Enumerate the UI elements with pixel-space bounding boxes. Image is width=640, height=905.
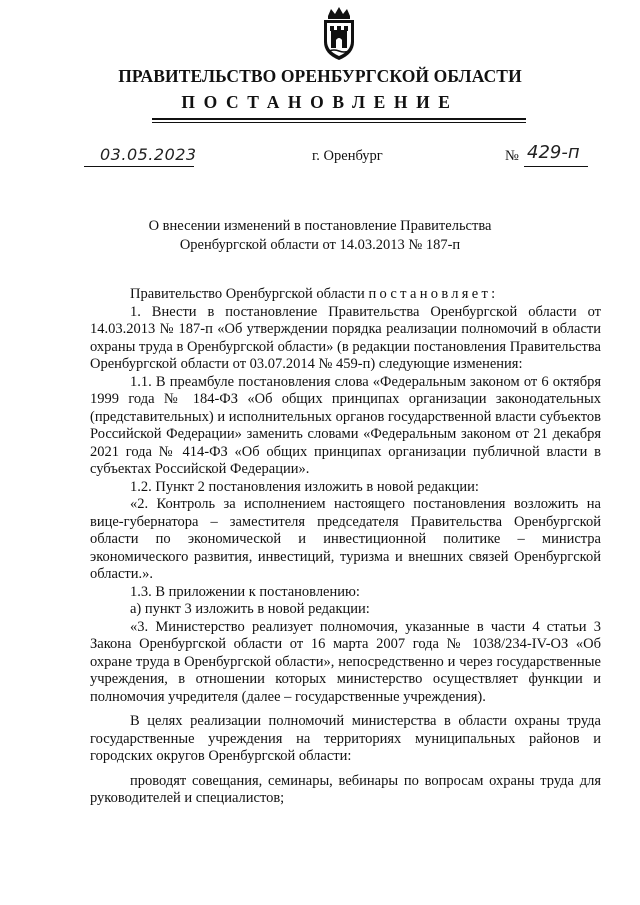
coat-of-arms-icon [318,6,360,62]
document-type-title: ПОСТАНОВЛЕНИЕ [181,92,459,112]
paragraph-1-3-a: а) пункт 3 изложить в новой редакции: [130,601,370,617]
paragraph-goals: В целях реализации полномочий министерства в области охраны труда государственные учреждения на территориях муниципальных районов и городских округов Оренбургской области: [90,713,601,764]
document-date: 03.05.2023 [100,145,197,164]
document-subject [0,217,640,254]
header-rule-thin [152,122,526,123]
paragraph-1-2: 1.2. Пункт 2 постановления изложить в новой редакции: [130,478,479,495]
paragraph-1-2-quote: «2. Контроль за исполнением настоящего постановления возложить на вице-губернатора – заместителя председателя Правительства Оренбургской области по экономической и инвестиционной политике – министра экономического развития, инвестиций, туризма и внешних связей Оренбургской области.». [90,496,601,582]
paragraph-1-1: 1.1. В преамбуле постановления слова «Федеральным законом от 6 октября 1999 года № 184-ФЗ «Об общих принципах организации законодательных (представительных) и исполнительных органов государственной власти субъектов Российской Федерации» заменить словами «Федеральным законом от 21 декабря 2021 года № 414-ФЗ «Об общих принципах организации публичной власти в субъектах Российской Федерации». [90,373,601,477]
document-city: г. Оренбург [312,148,383,164]
document-body [90,286,601,808]
number-label: № [505,148,519,164]
preamble-paragraph [90,286,601,304]
subject-line-1: О внесении изменений в постановление Правительства [148,218,492,234]
header-rule-thick [152,118,526,120]
paragraph-1-3-a-quote: «3. Министерство реализует полномочия, указанные в части 4 статьи 3 Закона Оренбургской области от 16 марта 2007 года № 1038/234-IV-ОЗ «Об охране труда в Оренбургской области», непосредственно и через государственные учреждения, в отношении которых министерство осуществляет функции и полномочия учредителя (далее – государственные учреждения). [90,618,601,705]
government-title: ПРАВИТЕЛЬСТВО ОРЕНБУРГСКОЙ ОБЛАСТИ [118,66,522,86]
preamble-verb: постановляет: [368,286,499,302]
paragraph-1: 1. Внести в постановление Правительства Оренбургской области от 14.03.2013 № 187-п «Об утверждении порядка реализации полномочий в области охраны труда в Оренбургской области» (в редакции постановления Правительства Оренбургской области от 03.07.2014 № 459-п) следующие изменения: [90,303,601,372]
subject-line-2: Оренбургской области от 14.03.2013 № 187-п [179,236,461,253]
number-underline [524,166,588,167]
document-number: 429-п [527,142,580,163]
preamble-lead: Правительство Оренбургской области [130,286,369,302]
paragraph-1-3: 1.3. В приложении к постановлению: [130,583,360,600]
paragraph-conduct: проводят совещания, семинары, вебинары по вопросам охраны труда для руководителей и специалистов; [90,772,601,806]
date-underline [84,166,194,167]
